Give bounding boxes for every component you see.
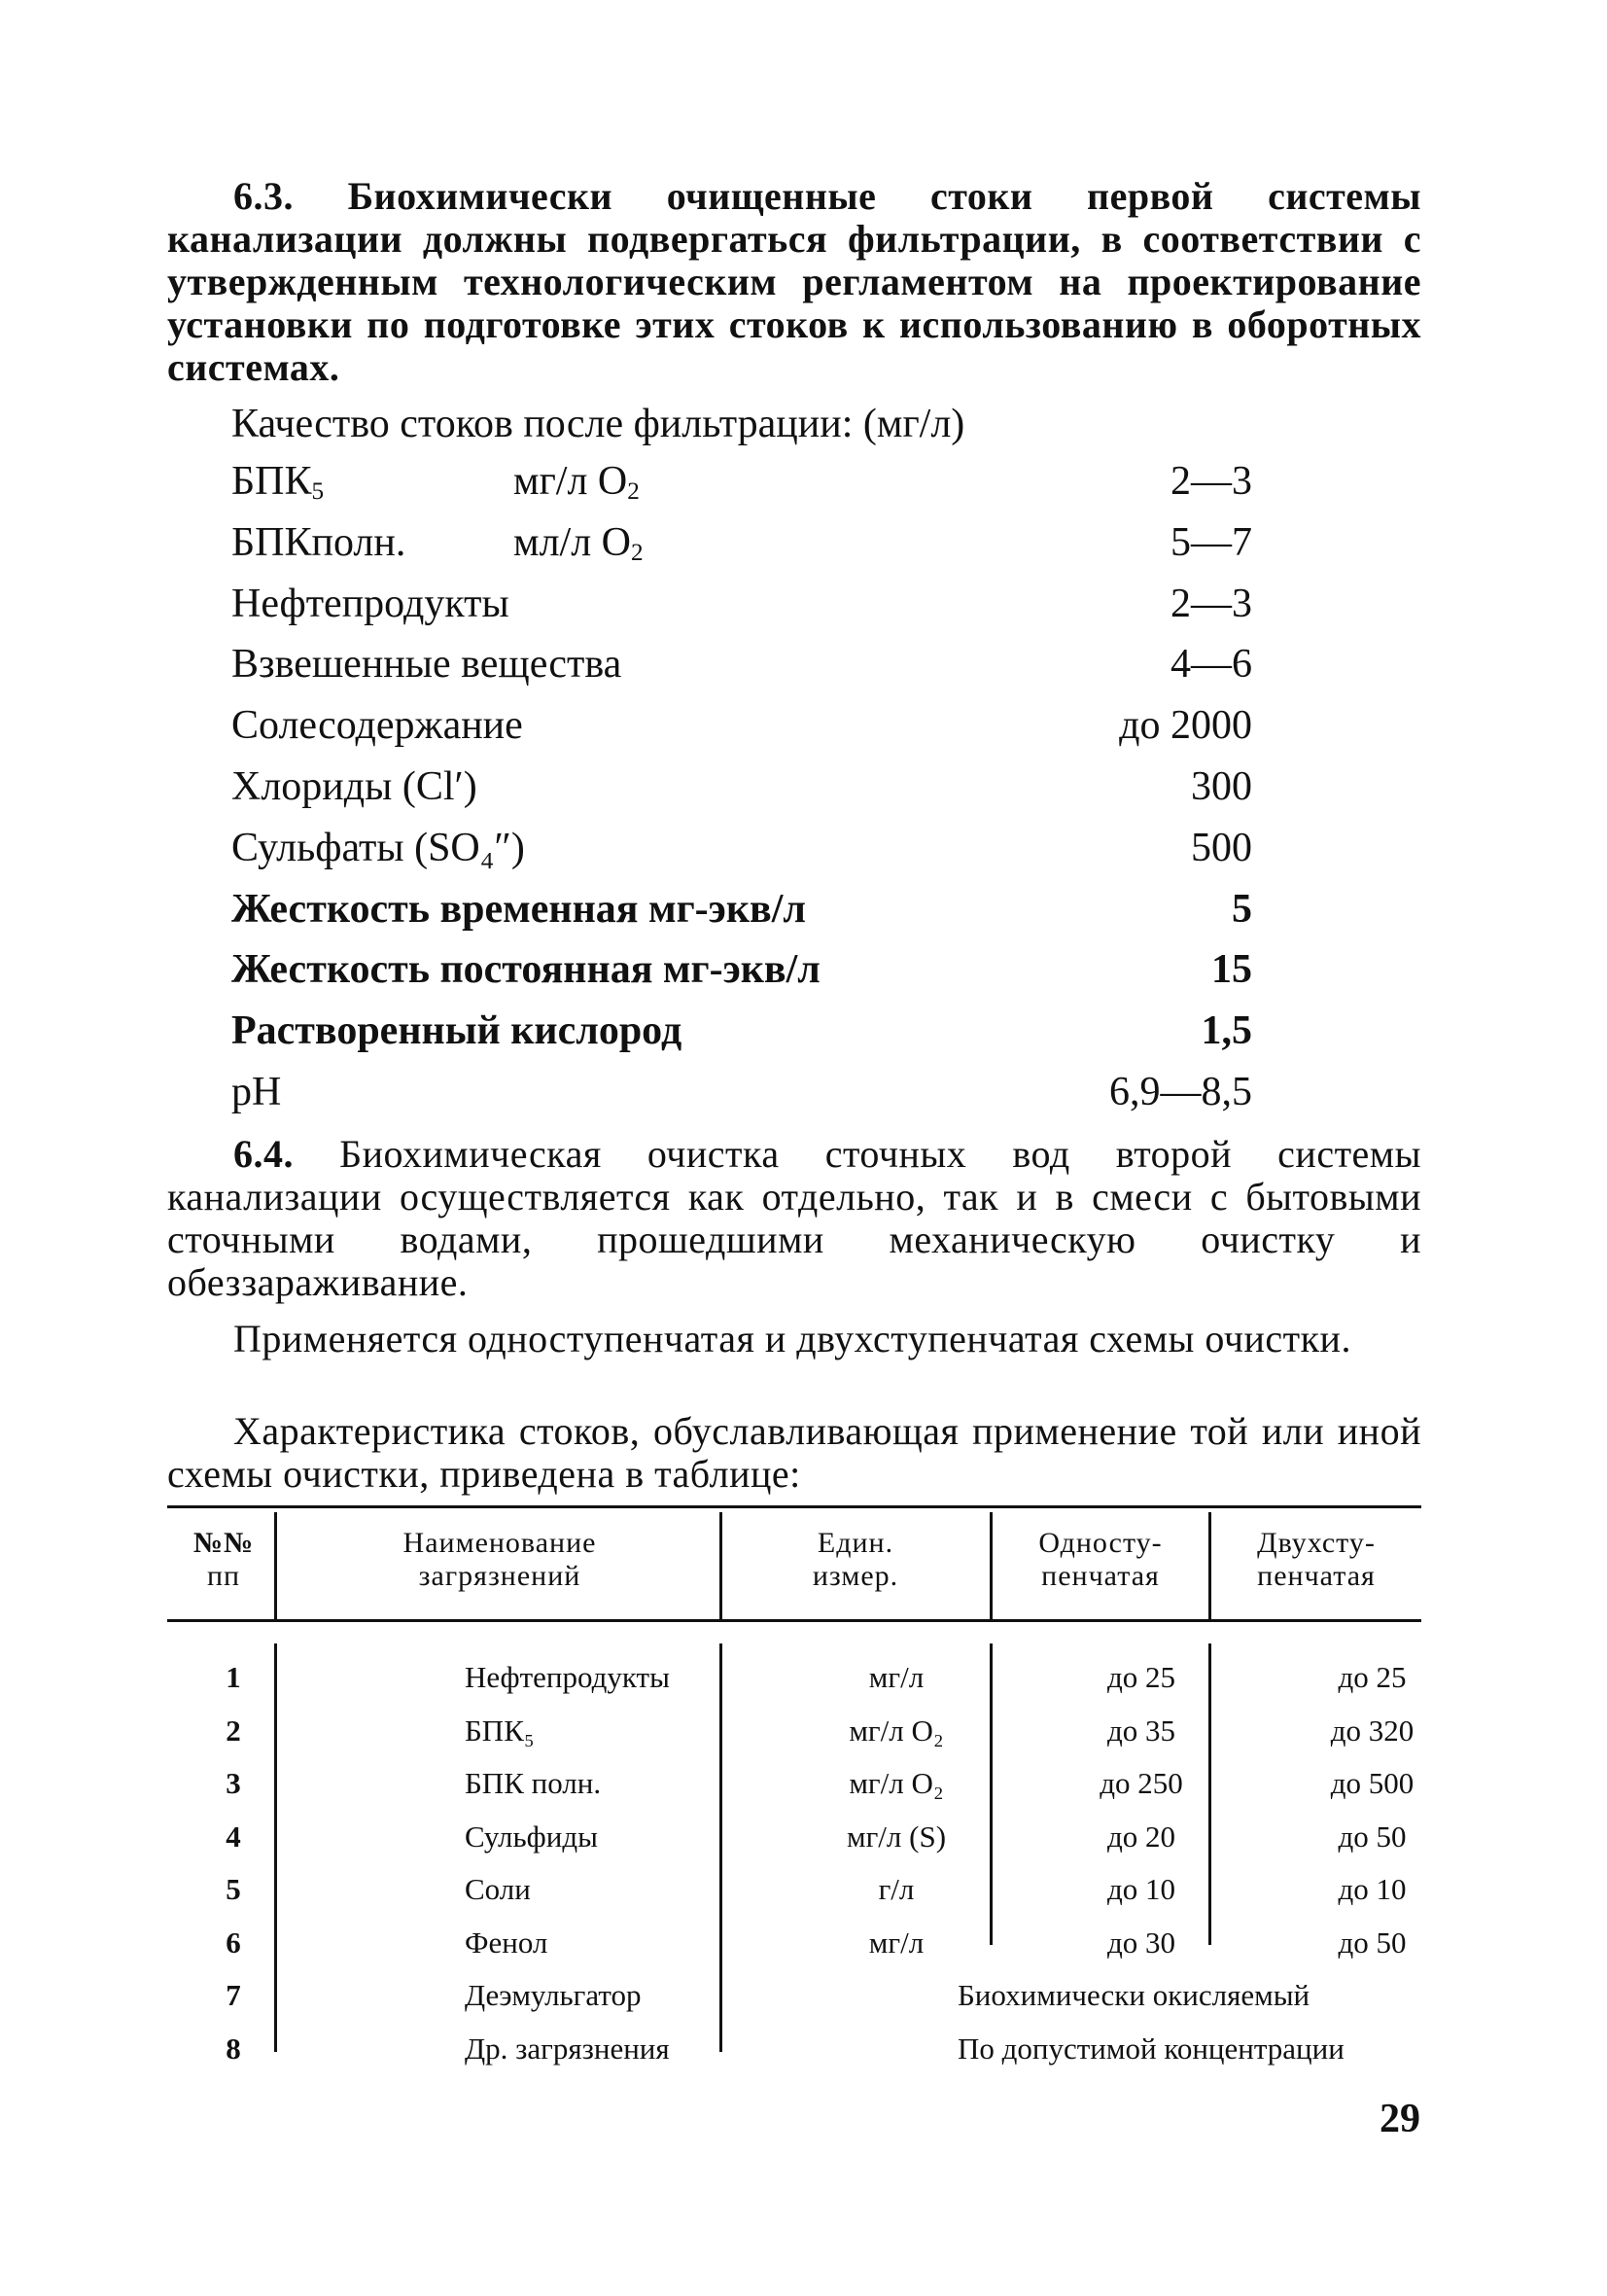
quality-value: 4—6 bbox=[1170, 642, 1252, 687]
quality-name-text: Сульфаты (SO₄″) bbox=[231, 826, 525, 870]
header-one-line2: пенчатая bbox=[1041, 1560, 1160, 1592]
header-unit-line1: Един. bbox=[817, 1527, 894, 1559]
merged-value: По допустимой концентрации bbox=[958, 2031, 1345, 2066]
header-num-line2: пп bbox=[206, 1560, 241, 1592]
one-stage-value: до 20 bbox=[1106, 1819, 1176, 1854]
two-stage-value: до 320 bbox=[1330, 1713, 1415, 1748]
section-6-3-number: 6.3. bbox=[233, 174, 294, 218]
one-stage-value: до 250 bbox=[1100, 1766, 1183, 1800]
two-stage-value: до 10 bbox=[1338, 1872, 1407, 1906]
quality-unit bbox=[513, 452, 640, 511]
table-divider bbox=[719, 1512, 722, 1619]
quality-name-text: pH bbox=[231, 1070, 282, 1114]
row-number: 1 bbox=[226, 1660, 241, 1694]
quality-row bbox=[231, 452, 1252, 511]
page-number: 29 bbox=[1380, 2097, 1420, 2141]
quality-name bbox=[231, 1063, 281, 1121]
quality-row bbox=[231, 696, 1252, 755]
quality-name-text: Хлориды (Cl′) bbox=[231, 764, 477, 809]
pollutant-name: Нефтепродукты bbox=[465, 1660, 670, 1694]
quality-value: 300 bbox=[1191, 764, 1252, 809]
quality-name bbox=[231, 635, 621, 693]
table-row bbox=[167, 1916, 1421, 1970]
quality-name bbox=[231, 880, 806, 938]
header-name-line2: загрязнений bbox=[418, 1560, 581, 1592]
quality-row bbox=[231, 880, 1252, 938]
merged-value: Биохимически окисляемый bbox=[958, 1978, 1310, 2012]
quality-name-text: Нефтепродукты bbox=[231, 582, 509, 626]
quality-row bbox=[231, 1002, 1252, 1060]
table-header-rule bbox=[167, 1619, 1421, 1622]
header-unit bbox=[724, 1527, 987, 1593]
pollutant-name: БПК₅ bbox=[465, 1713, 535, 1748]
quality-row bbox=[231, 575, 1252, 633]
header-one-line1: Односту- bbox=[1038, 1527, 1163, 1559]
row-number: 5 bbox=[226, 1872, 241, 1906]
quality-name bbox=[231, 758, 477, 816]
quality-unit-text: мл/л O bbox=[513, 520, 631, 565]
quality-name-text: Взвешенные вещества bbox=[231, 642, 622, 687]
row-number: 4 bbox=[226, 1819, 241, 1854]
quality-name-subscript: 5 bbox=[311, 478, 325, 506]
header-two-line2: пенчатая bbox=[1257, 1560, 1376, 1592]
table-row bbox=[167, 1810, 1421, 1864]
quality-name-text: Жесткость временная мг-экв/л bbox=[231, 887, 806, 932]
section-6-3-paragraph bbox=[167, 175, 1421, 389]
header-two-stage bbox=[1213, 1527, 1419, 1593]
section-6-4-number: 6.4. bbox=[233, 1132, 294, 1176]
table-row bbox=[167, 1704, 1421, 1758]
two-stage-value: до 50 bbox=[1338, 1819, 1407, 1854]
pollutant-unit: мг/л bbox=[868, 1925, 925, 1960]
pollutant-name: Фенол bbox=[465, 1925, 548, 1960]
quality-name bbox=[231, 696, 523, 755]
quality-name bbox=[231, 940, 821, 999]
table-intro-paragraph: Характеристика стоков, обуславливающая применение той или иной схемы очистки, приведена в таблице: bbox=[167, 1409, 1421, 1496]
header-name-line1: Наименование bbox=[402, 1527, 597, 1559]
quality-row bbox=[231, 819, 1252, 877]
pollutant-unit: г/л bbox=[878, 1872, 915, 1906]
header-two-line1: Двухсту- bbox=[1257, 1527, 1376, 1559]
section-6-4-paragraph bbox=[167, 1133, 1421, 1304]
two-stage-value: до 500 bbox=[1330, 1766, 1415, 1800]
quality-unit-text: мг/л O bbox=[513, 459, 628, 504]
quality-name-text: БПК bbox=[231, 459, 312, 504]
pollutant-name: Сульфиды bbox=[465, 1819, 598, 1854]
table-divider bbox=[274, 1512, 277, 1619]
one-stage-value: до 30 bbox=[1106, 1925, 1176, 1960]
quality-name bbox=[231, 452, 324, 511]
quality-value: 1,5 bbox=[1201, 1008, 1252, 1053]
pollutant-unit: мг/л (S) bbox=[846, 1819, 947, 1854]
table-top-rule bbox=[167, 1505, 1421, 1508]
quality-value: 15 bbox=[1211, 947, 1252, 992]
quality-row bbox=[231, 1063, 1252, 1121]
section-6-3-text: Биохимически очищенные стоки первой системы канализации должны подвергаться фильтрации, в соответствии с утвержденным технологическим регламентом на проектирование установки по подготовке этих стоков к использованию в оборотных системах. bbox=[167, 174, 1422, 389]
one-stage-value: до 35 bbox=[1106, 1713, 1176, 1748]
quality-value: 500 bbox=[1191, 826, 1252, 870]
header-name bbox=[282, 1527, 717, 1593]
one-stage-value: до 25 bbox=[1106, 1660, 1176, 1694]
quality-title: Качество стоков после фильтрации: (мг/л) bbox=[231, 402, 965, 446]
quality-value: 2—3 bbox=[1170, 582, 1252, 626]
pollutant-unit: мг/л bbox=[868, 1660, 925, 1694]
table-row bbox=[167, 1862, 1421, 1917]
quality-name-text: Растворенный кислород bbox=[231, 1008, 682, 1053]
quality-name bbox=[231, 1002, 681, 1060]
quality-name bbox=[231, 575, 509, 633]
header-num bbox=[175, 1527, 272, 1593]
table-row bbox=[167, 1650, 1421, 1705]
schemes-paragraph: Применяется одноступенчатая и двухступенчатая схемы очистки. bbox=[233, 1317, 1351, 1360]
quality-row bbox=[231, 513, 1252, 572]
quality-name-text: Солесодержание bbox=[231, 703, 523, 748]
quality-row bbox=[231, 758, 1252, 816]
pollutant-unit: мг/л O₂ bbox=[849, 1713, 944, 1748]
quality-name-text: Жесткость постоянная мг-экв/л bbox=[231, 947, 821, 992]
quality-value: 5—7 bbox=[1170, 520, 1252, 565]
table-divider bbox=[1208, 1512, 1211, 1619]
one-stage-value: до 10 bbox=[1106, 1872, 1176, 1906]
quality-value: 5 bbox=[1232, 887, 1252, 932]
quality-value: 6,9—8,5 bbox=[1109, 1070, 1252, 1114]
quality-value: до 2000 bbox=[1119, 703, 1252, 748]
row-number: 6 bbox=[226, 1925, 241, 1960]
table-row bbox=[167, 1756, 1421, 1811]
pollutant-name: Др. загрязнения bbox=[465, 2031, 670, 2066]
row-number: 8 bbox=[226, 2031, 241, 2066]
header-one-stage bbox=[994, 1527, 1207, 1593]
table-row bbox=[167, 1968, 1421, 2023]
pollutant-unit: мг/л O₂ bbox=[849, 1766, 944, 1800]
quality-name bbox=[231, 819, 525, 877]
pollutant-name: Соли bbox=[465, 1872, 531, 1906]
quality-value: 2—3 bbox=[1170, 459, 1252, 504]
quality-unit-subscript: 2 bbox=[627, 478, 640, 506]
pollutant-name: Деэмульгатор bbox=[465, 1978, 642, 2012]
quality-unit-subscript: 2 bbox=[631, 540, 644, 567]
table-divider bbox=[990, 1512, 993, 1619]
header-num-line1: №№ bbox=[192, 1527, 255, 1559]
quality-unit bbox=[513, 513, 644, 572]
pollutant-name: БПК полн. bbox=[465, 1766, 602, 1800]
row-number: 7 bbox=[226, 1978, 241, 2012]
quality-row bbox=[231, 940, 1252, 999]
two-stage-value: до 50 bbox=[1338, 1925, 1407, 1960]
section-6-4-text: Биохимическая очистка сточных вод второй системы канализации осуществляется как отдельно, так и в смеси с бытовыми сточными водами, прошедшими механическую очистку и обеззараживание. bbox=[167, 1132, 1421, 1304]
header-unit-line2: измер. bbox=[812, 1560, 899, 1592]
row-number: 2 bbox=[226, 1713, 241, 1748]
quality-name bbox=[231, 513, 405, 572]
quality-name-text: БПКполн. bbox=[231, 520, 406, 565]
table-row bbox=[167, 2022, 1421, 2076]
quality-row bbox=[231, 635, 1252, 693]
two-stage-value: до 25 bbox=[1338, 1660, 1407, 1694]
row-number: 3 bbox=[226, 1766, 241, 1800]
